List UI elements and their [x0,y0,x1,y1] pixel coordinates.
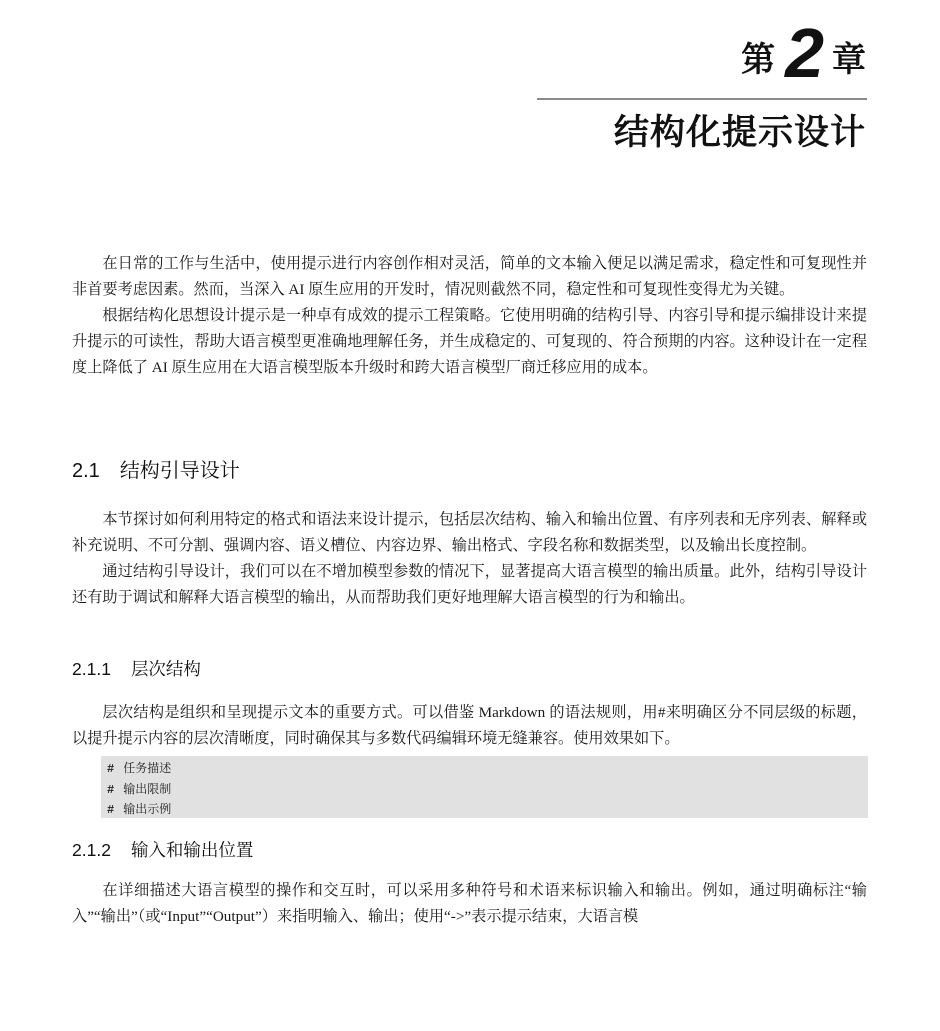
chapter-digit: 2 [785,14,822,92]
intro-paragraph: 根据结构化思想设计提示是一种卓有成效的提示工程策略。它使用明确的结构引导、内容引导和提示编排设计来提升提示的可读性，帮助大语言模型更准确地理解任务，并生成稳定的、可复现的、符合预期的内容。这种设计在一定程度上降低了 AI 原生应用在大语言模型版本升级时和跨大语言模型厂商迁移应用的成本。 [72,307,867,376]
code-text: 输出示例 [123,802,172,816]
body-paragraph: 层次结构是组织和呈现提示文本的重要方式。可以借鉴 Markdown 的语法规则，用#来明确区分不同层级的标题，以提升提示内容的层次清晰度，同时确保其与多数代码编辑环境无缝兼容。使用效果如下。 [72,704,867,747]
chapter-suffix: 章 [832,40,866,80]
chapter-prefix: 第 [741,40,776,80]
intro-text [72,251,867,381]
section-heading-2-1-1 [72,656,201,683]
chapter-title: 结构化提示设计 [613,113,866,153]
section-title: 层次结构 [130,660,201,680]
section-title: 结构引导设计 [119,458,240,482]
section-title: 输入和输出位置 [130,841,254,861]
section-2-1-2-text [72,878,867,930]
hash-marker: # [107,803,115,817]
section-heading-2-1-2 [72,837,253,864]
body-paragraph: 本节探讨如何利用特定的格式和语法来设计提示，包括层次结构、输入和输出位置、有序列表和无序列表、解释或补充说明、不可分割、强调内容、语义槽位、内容边界、输出格式、字段名称和数据类型，以及输出长度控制。 [72,511,867,554]
code-text: 任务描述 [123,761,172,775]
section-number: 2.1.1 [72,659,111,679]
section-2-1-1-text [72,700,867,752]
code-line [107,800,868,821]
section-number: 2.1 [72,460,100,482]
chapter-number [741,14,866,92]
code-line [107,780,868,801]
body-paragraph: 在详细描述大语言模型的操作和交互时，可以采用多种符号和术语来标识输入和输出。例如，通过明确标注“输入”“输出”（或“Input”“Output”）来指明输入、输出；使用“->”表示提示结束，大语言模 [72,882,867,925]
chapter-divider [537,98,867,100]
section-number: 2.1.2 [72,840,111,860]
section-heading-2-1 [72,456,240,485]
body-paragraph: 通过结构引导设计，我们可以在不增加模型参数的情况下，显著提高大语言模型的输出质量。此外，结构引导设计还有助于调试和解释大语言模型的输出，从而帮助我们更好地理解大语言模型的行为和输出。 [72,563,867,606]
hash-marker: # [107,782,115,797]
section-2-1-text [72,507,867,611]
hash-marker: # [107,762,115,776]
code-text: 输出限制 [123,781,172,796]
code-line [107,759,868,780]
code-example [101,756,868,818]
intro-paragraph: 在日常的工作与生活中，使用提示进行内容创作相对灵活，简单的文本输入便足以满足需求，稳定性和可复现性并非首要考虑因素。然而，当深入 AI 原生应用的开发时，情况则截然不同，稳定性和可复现性变得尤为关键。 [72,255,867,298]
